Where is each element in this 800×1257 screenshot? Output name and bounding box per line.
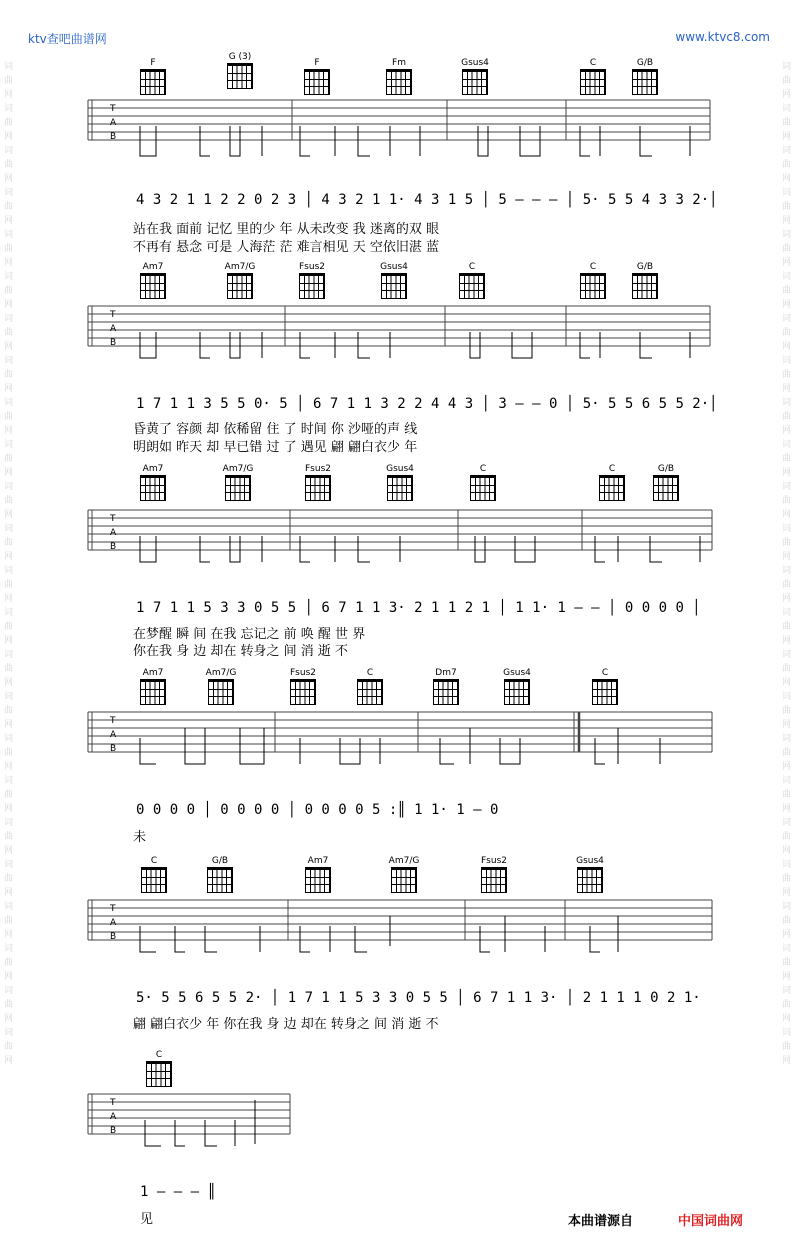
svg-text:B: B [110, 744, 117, 754]
chord-diagram: Fm [379, 58, 419, 95]
chord-diagram: C [573, 262, 613, 299]
svg-text:B: B [110, 932, 117, 942]
chord-diagram: Gsus4 [570, 856, 610, 893]
chord-diagram: Am7/G [220, 262, 260, 299]
lyric-line-1: 见 [140, 1212, 154, 1227]
chord-diagram: Am7/G [201, 668, 241, 705]
chord-diagram: Am7 [133, 668, 173, 705]
svg-text:B: B [110, 542, 117, 552]
header-site-name: ktv查吧曲谱网 [28, 32, 107, 46]
lyric-line-2: 你在我 身 边 却在 转身之 间 消 逝 不 [133, 644, 349, 659]
score-system-1 [0, 54, 800, 254]
chord-diagram: C [452, 262, 492, 299]
footer-source-label: 本曲谱源自 [568, 1214, 634, 1229]
chord-diagram: Gsus4 [374, 262, 414, 299]
svg-text:T: T [110, 1098, 116, 1108]
lyric-line-2: 不再有 悬念 可是 人海茫 茫 难言相见 天 空依旧湛 蓝 [133, 240, 440, 255]
guitar-tab-staff [0, 96, 800, 206]
lyric-line-1: 站在我 面前 记忆 里的少 年 从未改变 我 迷离的双 眼 [133, 222, 440, 237]
jianpu-line: 1 7 1 1 3 5 5 0· 5 │ 6 7 1 1 3 2 2 4 4 3 │ 3 – – 0 │ 5· 5 5 6 5 5 2·│ [136, 396, 718, 412]
svg-text:A: A [110, 730, 117, 740]
chord-diagram: Gsus4 [497, 668, 537, 705]
svg-text:A: A [110, 918, 117, 928]
chord-diagram: Gsus4 [455, 58, 495, 95]
side-watermark-right: 词曲网词曲网词曲网词曲网词曲网词曲网词曲网词曲网词曲网词曲网词曲网词曲网词曲网词曲网词曲网词曲网词曲网词曲网词曲网词曲网词曲网词曲网词曲网词曲网 [782, 62, 792, 1066]
header-site-url: www.ktvc8.com [675, 30, 770, 44]
svg-text:B: B [110, 132, 117, 142]
lyric-line-1: 翩 翩白衣少 年 你在我 身 边 却在 转身之 间 消 逝 不 [133, 1017, 439, 1032]
chord-diagram: Am7 [298, 856, 338, 893]
jianpu-line: 4 3 2 1 1 2 2 0 2 3 │ 4 3 2 1 1· 4 3 1 5 │ 5 – – – │ 5· 5 5 4 3 3 2·│ [136, 192, 718, 208]
jianpu-line: 5· 5 5 6 5 5 2· │ 1 7 1 1 5 3 3 0 5 5 │ 6 7 1 1 3· │ 2 1 1 1 0 2 1· [136, 990, 701, 1006]
chord-diagram: F [133, 58, 173, 95]
chord-diagram: C [134, 856, 174, 893]
chord-diagram: C [463, 464, 503, 501]
chord-diagram: Fsus2 [298, 464, 338, 501]
chord-diagram: Fsus2 [474, 856, 514, 893]
guitar-tab-staff [0, 1090, 800, 1200]
chord-diagram: Am7/G [218, 464, 258, 501]
score-system-2 [0, 262, 800, 462]
svg-text:A: A [110, 528, 117, 538]
lyric-line-1: 昏黄了 容颜 却 依稀留 住 了 时间 你 沙哑的声 线 [133, 422, 418, 437]
footer-source-name: 中国词曲网 [678, 1214, 744, 1229]
svg-text:T: T [110, 104, 116, 114]
chord-diagram: Am7/G [384, 856, 424, 893]
svg-text:T: T [110, 514, 116, 524]
chord-diagram: G/B [625, 262, 665, 299]
chord-diagram: C [592, 464, 632, 501]
svg-text:T: T [110, 716, 116, 726]
chord-diagram: Fsus2 [292, 262, 332, 299]
svg-text:B: B [110, 1126, 117, 1136]
lyric-line-1: 未 [133, 830, 147, 845]
score-system-3 [0, 464, 800, 664]
chord-diagram: Dm7 [426, 668, 466, 705]
chord-diagram: G/B [646, 464, 686, 501]
jianpu-line: 0 0 0 0 │ 0 0 0 0 │ 0 0 0 0 5 :║ 1 1· 1 – 0 [136, 802, 499, 818]
svg-text:A: A [110, 1112, 117, 1122]
chord-diagram: C [585, 668, 625, 705]
jianpu-line: 1 7 1 1 5 3 3 0 5 5 │ 6 7 1 1 3· 2 1 1 2 1 │ 1 1· 1 – – │ 0 0 0 0 │ [136, 600, 701, 616]
lyric-line-2: 明朗如 昨天 却 早已错 过 了 遇见 翩 翩白衣少 年 [133, 440, 418, 455]
chord-diagram: F [297, 58, 337, 95]
chord-diagram: G/B [200, 856, 240, 893]
lyric-line-1: 在梦醒 瞬 间 在我 忘记之 前 唤 醒 世 界 [133, 627, 366, 642]
jianpu-line: 1 – – – ║ [140, 1184, 216, 1200]
svg-text:T: T [110, 310, 116, 320]
chord-diagram: C [350, 668, 390, 705]
svg-text:A: A [110, 324, 117, 334]
svg-text:T: T [110, 904, 116, 914]
score-system-5 [0, 856, 800, 1046]
score-system-4 [0, 668, 800, 848]
chord-diagram: Am7 [133, 262, 173, 299]
chord-diagram: C [573, 58, 613, 95]
svg-text:A: A [110, 118, 117, 128]
chord-diagram: Gsus4 [380, 464, 420, 501]
chord-diagram: C [139, 1050, 179, 1087]
chord-diagram: G/B [625, 58, 665, 95]
chord-diagram: Am7 [133, 464, 173, 501]
side-watermark-left: 词曲网词曲网词曲网词曲网词曲网词曲网词曲网词曲网词曲网词曲网词曲网词曲网词曲网词曲网词曲网词曲网词曲网词曲网词曲网词曲网词曲网词曲网词曲网词曲网 [4, 62, 14, 1066]
chord-diagram: G (3) [220, 52, 260, 89]
svg-text:B: B [110, 338, 117, 348]
chord-diagram: Fsus2 [283, 668, 323, 705]
